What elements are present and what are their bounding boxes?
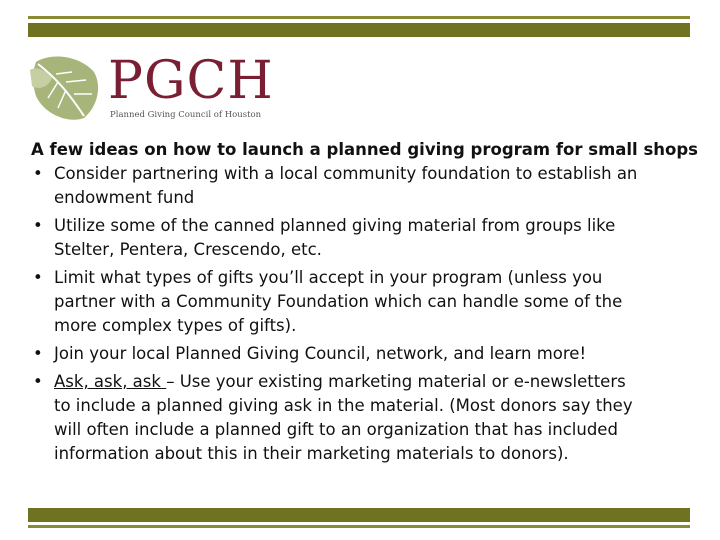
list-item: • Join your local Planned Giving Council, network, and learn more! xyxy=(31,342,696,366)
leaf-icon xyxy=(28,52,106,124)
list-item: • Limit what types of gifts you’ll accept in your program (unless you partner with a Community Foundation which can handle some of the more complex types of gifts). xyxy=(31,266,696,338)
bottom-thin-band xyxy=(28,525,690,528)
slide-heading: A few ideas on how to launch a planned giving program for small shops xyxy=(31,140,698,159)
ask-emphasis: Ask, ask, ask xyxy=(54,372,167,391)
list-item: • Consider partnering with a local community foundation to establish an endowment fund xyxy=(31,162,696,210)
logo-wordmark: PGCH xyxy=(108,51,274,111)
top-thin-band xyxy=(28,16,690,19)
slide-content xyxy=(31,138,696,470)
ideas-list xyxy=(31,162,696,466)
top-thick-band xyxy=(28,23,690,37)
logo-subtitle: Planned Giving Council of Houston xyxy=(110,110,262,120)
list-item: • Ask, ask, ask – Use your existing marketing material or e-newsletters to include a planned giving ask in the material. (Most donors say they will often include a planned gift to an organization that has included information about this in their marketing materials to donors). xyxy=(31,370,696,466)
list-item: • Utilize some of the canned planned giving material from groups like Stelter, Pentera, Crescendo, etc. xyxy=(31,214,696,262)
pgch-logo xyxy=(28,52,288,128)
bottom-thick-band xyxy=(28,508,690,522)
